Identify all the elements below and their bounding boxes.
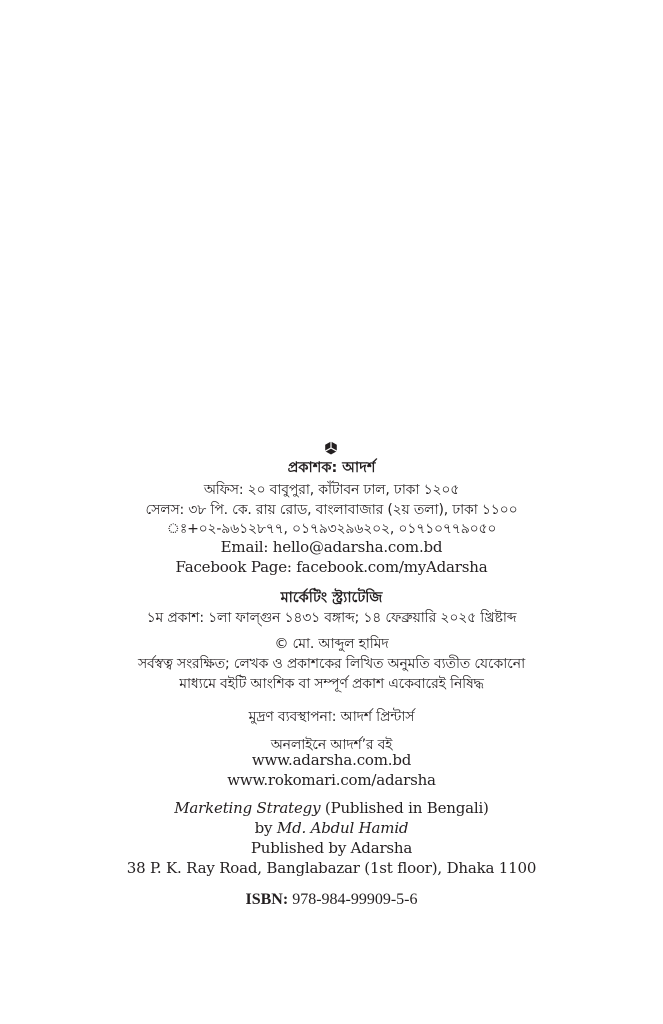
isbn-label: ISBN: (245, 891, 289, 908)
book-title-bengali: মার্কেটিং স্ট্র্যাটেজি (280, 590, 383, 606)
sales-address: সেলস: ৩৮ পি. কে. রায় রোড, বাংলাবাজার (২য় তলা), ঢাকা ১১০০ (145, 502, 518, 518)
isbn-line (0, 891, 663, 909)
rights-reserved-line-1: সর্বস্বত্ব সংরক্ষিত; লেখক ও প্রকাশকের লিখিত অনুমতি ব্যতীত যেকোনো (137, 656, 525, 672)
english-author-name: Md. Abdul Hamid (276, 819, 409, 837)
rights-reserved-line-2: মাধ্যমে বইটি আংশিক বা সম্পূর্ণ প্রকাশ একেবারেই নিষিদ্ধ (179, 676, 484, 692)
by-prefix: by (254, 819, 277, 837)
english-title-line (0, 799, 663, 817)
email-address: Email: hello@adarsha.com.bd (220, 538, 443, 556)
phone-numbers: ঃ+০২-৯৬১২৮৭৭, ০১৭৯৩২৯৬২০২, ০১৭১০৭৭৯০৫০ (166, 521, 497, 537)
online-books-heading: অনলাইনে আদর্শ’র বই (270, 737, 393, 753)
isbn-value: 978-984-99909-5-6 (288, 891, 418, 908)
english-address-line: 38 P. K. Ray Road, Banglabazar (1st floor), Dhaka 1100 (126, 859, 537, 877)
adarsha-logo-icon (324, 441, 338, 455)
office-address: অফিস: ২০ বাবুপুরা, কাঁটাবন ঢাল, ঢাকা ১২০৫ (203, 482, 460, 498)
copyright-notice: © মো. আব্দুল হামিদ (274, 636, 389, 652)
publisher-name: প্রকাশক: আদর্শ (287, 460, 376, 476)
published-by-line: Published by Adarsha (250, 839, 413, 857)
english-book-title: Marketing Strategy (174, 799, 321, 817)
first-edition-date: ১ম প্রকাশ: ১লা ফাল্গুন ১৪৩১ বঙ্গাব্দ; ১৪ ফেব্রুয়ারি ২০২৫ খ্রিষ্টাব্দ (146, 610, 517, 626)
website-link-adarsha: www.adarsha.com.bd (251, 751, 412, 769)
website-link-rokomari: www.rokomari.com/adarsha (227, 771, 436, 789)
facebook-page: Facebook Page: facebook.com/myAdarsha (175, 558, 488, 576)
english-author-line (0, 819, 663, 837)
printing-management: মুদ্রণ ব্যবস্থাপনা: আদর্শ প্রিন্টার্স (248, 709, 415, 725)
published-in-bengali-note: (Published in Bengali) (320, 799, 489, 817)
